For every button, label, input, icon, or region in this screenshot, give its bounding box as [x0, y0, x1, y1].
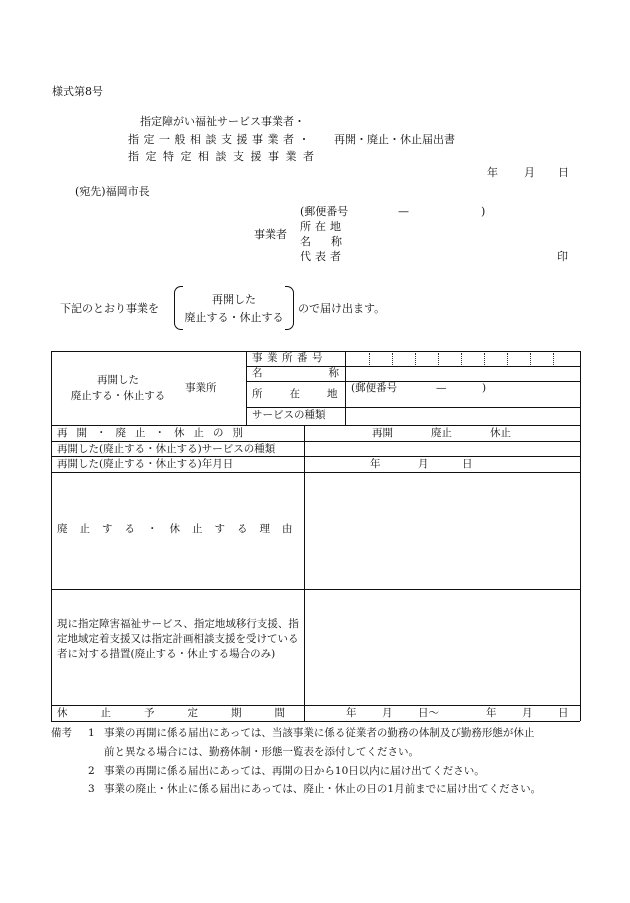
category-option-abolish: 廃止 — [431, 427, 452, 439]
period-start-year: 年 — [346, 707, 357, 719]
period-start-month: 月 — [382, 707, 393, 719]
note-2-number: 2 — [88, 765, 95, 777]
statement-option-close: 廃止する・休止する — [184, 311, 284, 324]
office-postal-close: ) — [482, 382, 487, 394]
form-number: 様式第8号 — [52, 85, 103, 98]
applicant-address-label: 所在地 — [300, 220, 345, 233]
office-status-close: 廃止する・休止する — [70, 390, 166, 402]
notes-label: 備考 — [51, 727, 72, 739]
note-3: 事業の廃止・休止に係る届出にあっては、廃止・休止の日の1月前までに届け出てください。 — [104, 783, 542, 795]
note-1-line-1: 事業の再開に係る届出にあっては、当該事業に係る従業者の勤務の体制及び勤務形態が休止 — [104, 727, 535, 739]
office-status-reopen: 再開した — [97, 374, 139, 386]
date-row-year: 年 — [370, 458, 381, 470]
category-option-suspend: 休止 — [490, 427, 511, 439]
note-3-number: 3 — [88, 783, 95, 795]
note-1-number: 1 — [88, 727, 95, 739]
statement-before: 下記のとおり事業を — [60, 302, 159, 315]
office-postal-label: (郵便番号 — [351, 382, 398, 394]
statement-after: ので届け出ます。 — [298, 302, 386, 315]
applicant-postal-dash: — — [398, 205, 409, 218]
office-postal-dash: — — [436, 382, 447, 394]
category-label: 再開・廃止・休止の別 — [57, 427, 252, 439]
office-address-label: 所在地 — [252, 388, 365, 400]
statement-option-reopen: 再開した — [212, 293, 256, 306]
applicant-postal-label: (郵便番号 — [300, 205, 349, 218]
office-name-label: 名称 — [252, 367, 405, 379]
addressee: (宛先)福岡市長 — [75, 185, 150, 198]
category-option-reopen: 再開 — [372, 427, 393, 439]
reason-label: 廃止する・休止する理由 — [57, 523, 305, 535]
title-line-3: 指定特定相談支援事業者 — [128, 150, 321, 163]
left-brace — [174, 286, 183, 330]
applicant-representative-label: 代表者 — [300, 250, 345, 263]
period-start-day: 日〜 — [418, 707, 439, 719]
date-day-label: 日 — [558, 166, 569, 179]
measures-label: 現に指定障害福祉サービス、指定地域移行支援、指定地域定着支援又は指定計画相談支援を受けている者に対する措置(廃止する・休止する場合のみ) — [57, 618, 299, 660]
date-row-day: 日 — [462, 458, 473, 470]
title-line-2: 指定一般相談支援事業者・ — [128, 133, 314, 146]
form-title: 再開・廃止・休止届出書 — [334, 133, 455, 146]
date-row-label: 再開した(廃止する・休止する)年月日 — [57, 458, 234, 470]
applicant-name-label: 名称 — [300, 235, 362, 248]
period-end-year: 年 — [486, 707, 497, 719]
period-end-day: 日 — [558, 707, 569, 719]
note-1-line-2: 前と異なる場合には、勤務体制・形態一覧表を添付してください。 — [104, 746, 419, 758]
office-number-label: 事業所番号 — [252, 352, 327, 364]
title-line-1: 指定障がい福祉サービス事業者・ — [140, 115, 305, 128]
period-end-month: 月 — [522, 707, 533, 719]
service-type-label: サービスの種類 — [252, 409, 326, 421]
applicant-label: 事業者 — [254, 228, 287, 241]
service-type-row-label: 再開した(廃止する・休止する)サービスの種類 — [57, 443, 276, 455]
date-month-label: 月 — [524, 166, 535, 179]
date-row-month: 月 — [418, 458, 429, 470]
date-year-label: 年 — [487, 166, 498, 179]
office-section-label: 事業所 — [185, 382, 217, 394]
note-2: 事業の再開に係る届出にあっては、再開の日から10日以内に届け出てください。 — [104, 765, 485, 777]
applicant-postal-close: ) — [481, 205, 486, 218]
seal-mark: 印 — [557, 250, 568, 263]
period-label: 休止予定期間 — [57, 707, 318, 719]
right-brace — [285, 286, 294, 330]
